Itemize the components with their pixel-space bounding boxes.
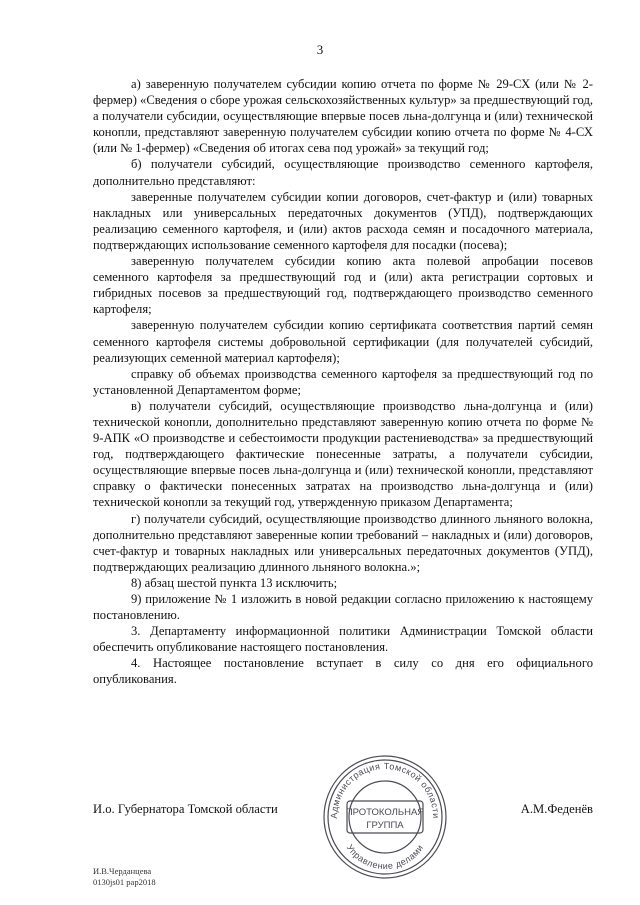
page-number: 3 [316,42,324,57]
document-body [93,76,593,688]
footer [93,866,156,888]
stamp-center-line2: ГРУППА [366,820,404,831]
signer-title: И.о. Губернатора Томской области [93,802,278,816]
paragraph: а) заверенную получателем субсидии копию отчета по форме № 29-СХ (или № 2-фермер) «Сведения о сборе урожая сельскохозяйственных культур» за предшествующий год, а получатели субсидии, осуществляющие впервые посев льна-долгунца и (или) технической конопли, представляют заверенную получателем субсидии копию отчета по форме № 4-СХ (или № 1-фермер) «Сведения об итогах сева под урожай» за текущий год; [93,77,593,156]
stamp-center-line1: ПРОТОКОЛЬНАЯ [345,807,425,818]
paragraph: справку об объемах производства семенного картофеля за предшествующий год по установленной Департаментом форме; [93,366,593,397]
paragraph: 4. Настоящее постановление вступает в силу со дня его официального опубликования. [93,656,593,687]
document-code: 0130js01 рар2018 [93,877,156,887]
stamp-seal [320,752,450,882]
executor-name: И.В.Черданцева [93,866,152,876]
paragraph: заверенную получателем субсидии копию акта полевой апробации посевов семенного картофеля за предшествующий год и (или) акта регистрации сортовых и гибридных посевов за предшествующий год, подтверждающего производство семенного картофеля; [93,254,593,317]
stamp-bottom-text: Управление делами [344,842,426,872]
paragraph: г) получатели субсидий, осуществляющие производство длинного льняного волокна, дополнительно представляют заверенные копии требований – накладных и (или) договоров, счет-фактур и товарных накладных или универсальных передаточных документов (УПД), подтверждающих реализацию длинного льняного волокна.»; [93,511,593,574]
stamp-top-text: Администрация Томской области [328,760,442,819]
signer-name: А.М.Феденёв [520,802,593,816]
paragraph: заверенную получателем субсидии копию сертификата соответствия партий семян семенного картофеля системы добровольной сертификации (для получателей субсидий, реализующих семенной материал картофеля); [93,318,593,365]
paragraph: заверенные получателем субсидии копии договоров, счет-фактур и (или) товарных накладных или универсальных передаточных документов (УПД), подтверждающих реализацию семенного картофеля, и (или) актов расхода семян и посадочного материала, подтверждающих использование семенного картофеля для посадки (посева); [93,189,593,252]
paragraph: б) получатели субсидий, осуществляющие производство семенного картофеля, дополнительно представляют: [93,157,593,188]
paragraph: 3. Департаменту информационной политики Администрации Томской области обеспечить опубликование настоящего постановления. [93,624,593,655]
paragraph: 9) приложение № 1 изложить в новой редакции согласно приложению к настоящему постановлению. [93,592,593,623]
paragraph: 8) абзац шестой пункта 13 исключить; [131,575,338,590]
paragraph: в) получатели субсидий, осуществляющие производство льна-долгунца и (или) технической конопли, дополнительно представляют заверенную копию отчета по форме № 9-АПК «О производстве и себестоимости продукции растениеводства» за предшествующий год, подтверждающего фактические понесенные затраты, а получатели субсидии, осуществляющие впервые посев льна-долгунца и (или) технической конопли, представляют справку о фактически понесенных затратах на производство льна-долгунца и (или) технической конопли за текущий год, утвержденную приказом Департамента; [93,398,593,510]
